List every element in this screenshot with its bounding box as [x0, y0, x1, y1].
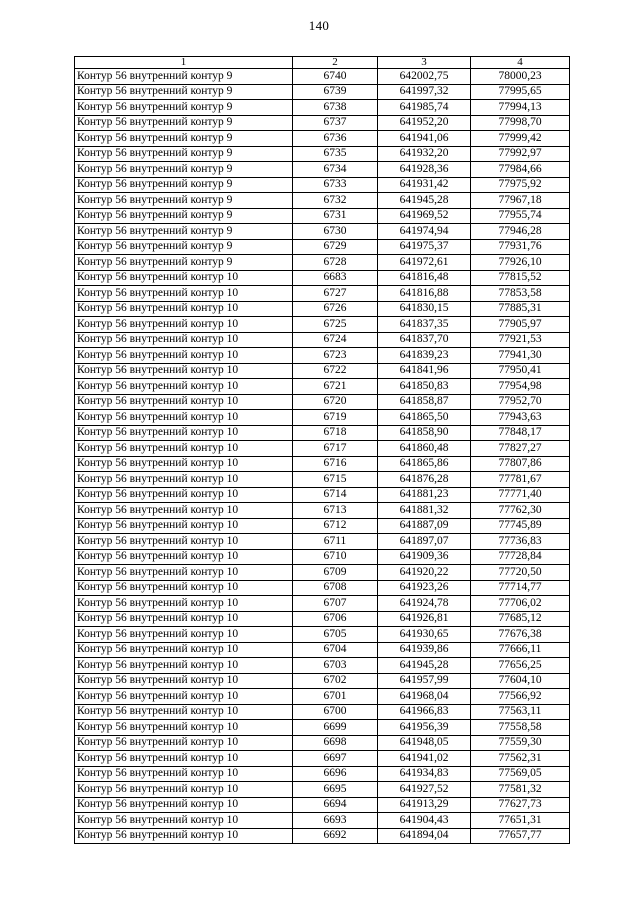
- y-coordinate-cell: 77728,84: [471, 549, 570, 565]
- point-number-cell: 6698: [293, 735, 378, 751]
- table-row: [75, 735, 570, 751]
- y-coordinate-cell: 77581,32: [471, 782, 570, 798]
- x-coordinate-cell: 641923,26: [378, 580, 471, 596]
- point-number-cell: 6712: [293, 518, 378, 534]
- point-number-cell: 6740: [293, 69, 378, 85]
- point-number-cell: 6702: [293, 673, 378, 689]
- x-coordinate-cell: 641816,48: [378, 270, 471, 286]
- x-coordinate-cell: 641858,87: [378, 394, 471, 410]
- y-coordinate-cell: 77946,28: [471, 224, 570, 240]
- contour-name-cell: Контур 56 внутренний контур 9: [75, 146, 293, 162]
- x-coordinate-cell: 641909,36: [378, 549, 471, 565]
- contour-name-cell: Контур 56 внутренний контур 10: [75, 348, 293, 364]
- x-coordinate-cell: 641941,02: [378, 751, 471, 767]
- x-coordinate-cell: 641974,94: [378, 224, 471, 240]
- contour-name-cell: Контур 56 внутренний контур 10: [75, 317, 293, 333]
- table-row: [75, 689, 570, 705]
- x-coordinate-cell: 641939,86: [378, 642, 471, 658]
- point-number-cell: 6724: [293, 332, 378, 348]
- point-number-cell: 6717: [293, 441, 378, 457]
- y-coordinate-cell: 77666,11: [471, 642, 570, 658]
- y-coordinate-cell: 77984,66: [471, 162, 570, 178]
- page-number: 140: [308, 18, 330, 33]
- point-number-cell: 6706: [293, 611, 378, 627]
- point-number-cell: 6705: [293, 627, 378, 643]
- y-coordinate-cell: 77559,30: [471, 735, 570, 751]
- table-row: [75, 534, 570, 550]
- y-coordinate-cell: 77736,83: [471, 534, 570, 550]
- x-coordinate-cell: 641816,88: [378, 286, 471, 302]
- table-row: [75, 379, 570, 395]
- x-coordinate-cell: 641945,28: [378, 658, 471, 674]
- point-number-cell: 6738: [293, 100, 378, 116]
- y-coordinate-cell: 77943,63: [471, 410, 570, 426]
- point-number-cell: 6722: [293, 363, 378, 379]
- table-row: [75, 363, 570, 379]
- x-coordinate-cell: 641985,74: [378, 100, 471, 116]
- y-coordinate-cell: 77995,65: [471, 84, 570, 100]
- header-cell-1: 1: [75, 57, 293, 69]
- x-coordinate-cell: 641881,23: [378, 487, 471, 503]
- contour-name-cell: Контур 56 внутренний контур 10: [75, 549, 293, 565]
- x-coordinate-cell: 641913,29: [378, 797, 471, 813]
- contour-name-cell: Контур 56 внутренний контур 10: [75, 751, 293, 767]
- coordinates-table: [74, 56, 570, 844]
- x-coordinate-cell: 641927,52: [378, 782, 471, 798]
- x-coordinate-cell: 641952,20: [378, 115, 471, 131]
- point-number-cell: 6709: [293, 565, 378, 581]
- contour-name-cell: Контур 56 внутренний контур 10: [75, 689, 293, 705]
- x-coordinate-cell: 641930,65: [378, 627, 471, 643]
- table-row: [75, 270, 570, 286]
- contour-name-cell: Контур 56 внутренний контур 10: [75, 456, 293, 472]
- point-number-cell: 6714: [293, 487, 378, 503]
- point-number-cell: 6739: [293, 84, 378, 100]
- point-number-cell: 6707: [293, 596, 378, 612]
- table-row: [75, 456, 570, 472]
- x-coordinate-cell: 641839,23: [378, 348, 471, 364]
- table-row: [75, 208, 570, 224]
- x-coordinate-cell: 641932,20: [378, 146, 471, 162]
- x-coordinate-cell: 641841,96: [378, 363, 471, 379]
- y-coordinate-cell: 77714,77: [471, 580, 570, 596]
- x-coordinate-cell: 641881,32: [378, 503, 471, 519]
- header-cell-3: 3: [378, 57, 471, 69]
- contour-name-cell: Контур 56 внутренний контур 10: [75, 766, 293, 782]
- x-coordinate-cell: 641968,04: [378, 689, 471, 705]
- table-row: [75, 177, 570, 193]
- x-coordinate-cell: 641948,05: [378, 735, 471, 751]
- contour-name-cell: Контур 56 внутренний контур 10: [75, 580, 293, 596]
- contour-name-cell: Контур 56 внутренний контур 10: [75, 472, 293, 488]
- point-number-cell: 6699: [293, 720, 378, 736]
- table-row: [75, 487, 570, 503]
- contour-name-cell: Контур 56 внутренний контур 9: [75, 115, 293, 131]
- x-coordinate-cell: 641975,37: [378, 239, 471, 255]
- contour-name-cell: Контур 56 внутренний контур 9: [75, 177, 293, 193]
- contour-name-cell: Контур 56 внутренний контур 10: [75, 301, 293, 317]
- point-number-cell: 6701: [293, 689, 378, 705]
- contour-name-cell: Контур 56 внутренний контур 10: [75, 658, 293, 674]
- x-coordinate-cell: 641928,36: [378, 162, 471, 178]
- contour-name-cell: Контур 56 внутренний контур 10: [75, 425, 293, 441]
- x-coordinate-cell: 641931,42: [378, 177, 471, 193]
- table-row: [75, 239, 570, 255]
- point-number-cell: 6719: [293, 410, 378, 426]
- x-coordinate-cell: 641897,07: [378, 534, 471, 550]
- table-row: [75, 332, 570, 348]
- y-coordinate-cell: 77762,30: [471, 503, 570, 519]
- point-number-cell: 6708: [293, 580, 378, 596]
- contour-name-cell: Контур 56 внутренний контур 10: [75, 611, 293, 627]
- table-row: [75, 317, 570, 333]
- table-row: [75, 131, 570, 147]
- point-number-cell: 6715: [293, 472, 378, 488]
- contour-name-cell: Контур 56 внутренний контур 10: [75, 782, 293, 798]
- contour-name-cell: Контур 56 внутренний контур 9: [75, 193, 293, 209]
- point-number-cell: 6725: [293, 317, 378, 333]
- header-row: [75, 57, 570, 69]
- y-coordinate-cell: 77562,31: [471, 751, 570, 767]
- table-row: [75, 549, 570, 565]
- contour-name-cell: Контур 56 внутренний контур 9: [75, 100, 293, 116]
- point-number-cell: 6734: [293, 162, 378, 178]
- y-coordinate-cell: 77656,25: [471, 658, 570, 674]
- x-coordinate-cell: 641969,52: [378, 208, 471, 224]
- x-coordinate-cell: 641830,15: [378, 301, 471, 317]
- x-coordinate-cell: 641957,99: [378, 673, 471, 689]
- point-number-cell: 6736: [293, 131, 378, 147]
- y-coordinate-cell: 77657,77: [471, 828, 570, 844]
- x-coordinate-cell: 641926,81: [378, 611, 471, 627]
- y-coordinate-cell: 77931,76: [471, 239, 570, 255]
- contour-name-cell: Контур 56 внутренний контур 10: [75, 487, 293, 503]
- table-row: [75, 813, 570, 829]
- y-coordinate-cell: 77651,31: [471, 813, 570, 829]
- contour-name-cell: Контур 56 внутренний контур 9: [75, 162, 293, 178]
- y-coordinate-cell: 77905,97: [471, 317, 570, 333]
- y-coordinate-cell: 77992,97: [471, 146, 570, 162]
- table-row: [75, 704, 570, 720]
- y-coordinate-cell: 77685,12: [471, 611, 570, 627]
- table-row: [75, 766, 570, 782]
- contour-name-cell: Контур 56 внутренний контур 10: [75, 270, 293, 286]
- x-coordinate-cell: 641904,43: [378, 813, 471, 829]
- x-coordinate-cell: 641894,04: [378, 828, 471, 844]
- point-number-cell: 6737: [293, 115, 378, 131]
- point-number-cell: 6713: [293, 503, 378, 519]
- y-coordinate-cell: 77815,52: [471, 270, 570, 286]
- y-coordinate-cell: 77926,10: [471, 255, 570, 271]
- table-row: [75, 441, 570, 457]
- table-row: [75, 394, 570, 410]
- contour-name-cell: Контур 56 внутренний контур 9: [75, 224, 293, 240]
- table-row: [75, 642, 570, 658]
- contour-name-cell: Контур 56 внутренний контур 10: [75, 410, 293, 426]
- y-coordinate-cell: 77771,40: [471, 487, 570, 503]
- contour-name-cell: Контур 56 внутренний контур 10: [75, 673, 293, 689]
- contour-name-cell: Контур 56 внутренний контур 9: [75, 208, 293, 224]
- point-number-cell: 6700: [293, 704, 378, 720]
- contour-name-cell: Контур 56 внутренний контур 10: [75, 596, 293, 612]
- y-coordinate-cell: 77566,92: [471, 689, 570, 705]
- point-number-cell: 6729: [293, 239, 378, 255]
- point-number-cell: 6697: [293, 751, 378, 767]
- point-number-cell: 6728: [293, 255, 378, 271]
- contour-name-cell: Контур 56 внутренний контур 9: [75, 255, 293, 271]
- point-number-cell: 6718: [293, 425, 378, 441]
- contour-name-cell: Контур 56 внутренний контур 10: [75, 441, 293, 457]
- point-number-cell: 6693: [293, 813, 378, 829]
- y-coordinate-cell: 77745,89: [471, 518, 570, 534]
- x-coordinate-cell: 641850,83: [378, 379, 471, 395]
- y-coordinate-cell: 77967,18: [471, 193, 570, 209]
- contour-name-cell: Контур 56 внутренний контур 10: [75, 332, 293, 348]
- contour-name-cell: Контур 56 внутренний контур 10: [75, 565, 293, 581]
- table-row: [75, 255, 570, 271]
- point-number-cell: 6694: [293, 797, 378, 813]
- y-coordinate-cell: 77676,38: [471, 627, 570, 643]
- contour-name-cell: Контур 56 внутренний контур 10: [75, 627, 293, 643]
- table-row: [75, 503, 570, 519]
- x-coordinate-cell: 641876,28: [378, 472, 471, 488]
- contour-name-cell: Контур 56 внутренний контур 9: [75, 69, 293, 85]
- point-number-cell: 6733: [293, 177, 378, 193]
- y-coordinate-cell: 77885,31: [471, 301, 570, 317]
- table-body: [75, 69, 570, 844]
- x-coordinate-cell: 641865,86: [378, 456, 471, 472]
- x-coordinate-cell: 641934,83: [378, 766, 471, 782]
- point-number-cell: 6695: [293, 782, 378, 798]
- point-number-cell: 6730: [293, 224, 378, 240]
- table-row: [75, 115, 570, 131]
- x-coordinate-cell: 641837,35: [378, 317, 471, 333]
- table-row: [75, 286, 570, 302]
- table-row: [75, 193, 570, 209]
- table-row: [75, 673, 570, 689]
- point-number-cell: 6732: [293, 193, 378, 209]
- table-row: [75, 627, 570, 643]
- contour-name-cell: Контур 56 внутренний контур 10: [75, 534, 293, 550]
- y-coordinate-cell: 77781,67: [471, 472, 570, 488]
- contour-name-cell: Контур 56 внутренний контур 10: [75, 704, 293, 720]
- x-coordinate-cell: 641997,32: [378, 84, 471, 100]
- table-row: [75, 472, 570, 488]
- table-row: [75, 162, 570, 178]
- contour-name-cell: Контур 56 внутренний контур 10: [75, 797, 293, 813]
- header-cell-2: 2: [293, 57, 378, 69]
- point-number-cell: 6696: [293, 766, 378, 782]
- y-coordinate-cell: 77720,50: [471, 565, 570, 581]
- contour-name-cell: Контур 56 внутренний контур 10: [75, 720, 293, 736]
- y-coordinate-cell: 77558,58: [471, 720, 570, 736]
- y-coordinate-cell: 77998,70: [471, 115, 570, 131]
- y-coordinate-cell: 77627,73: [471, 797, 570, 813]
- y-coordinate-cell: 77604,10: [471, 673, 570, 689]
- point-number-cell: 6721: [293, 379, 378, 395]
- x-coordinate-cell: 641956,39: [378, 720, 471, 736]
- table-row: [75, 410, 570, 426]
- y-coordinate-cell: 77941,30: [471, 348, 570, 364]
- x-coordinate-cell: 641865,50: [378, 410, 471, 426]
- x-coordinate-cell: 641920,22: [378, 565, 471, 581]
- point-number-cell: 6692: [293, 828, 378, 844]
- x-coordinate-cell: 641972,61: [378, 255, 471, 271]
- contour-name-cell: Контур 56 внутренний контур 10: [75, 518, 293, 534]
- header-cell-4: 4: [471, 57, 570, 69]
- y-coordinate-cell: 77955,74: [471, 208, 570, 224]
- x-coordinate-cell: 641941,06: [378, 131, 471, 147]
- point-number-cell: 6735: [293, 146, 378, 162]
- table-header: [75, 57, 570, 69]
- y-coordinate-cell: 77954,98: [471, 379, 570, 395]
- contour-name-cell: Контур 56 внутренний контур 10: [75, 503, 293, 519]
- table-row: [75, 425, 570, 441]
- table-row: [75, 580, 570, 596]
- table-row: [75, 84, 570, 100]
- point-number-cell: 6727: [293, 286, 378, 302]
- table-row: [75, 69, 570, 85]
- y-coordinate-cell: 77827,27: [471, 441, 570, 457]
- table-row: [75, 751, 570, 767]
- point-number-cell: 6726: [293, 301, 378, 317]
- contour-name-cell: Контур 56 внутренний контур 9: [75, 131, 293, 147]
- contour-name-cell: Контур 56 внутренний контур 10: [75, 642, 293, 658]
- contour-name-cell: Контур 56 внутренний контур 10: [75, 363, 293, 379]
- y-coordinate-cell: 77569,05: [471, 766, 570, 782]
- x-coordinate-cell: 642002,75: [378, 69, 471, 85]
- y-coordinate-cell: 77999,42: [471, 131, 570, 147]
- x-coordinate-cell: 641860,48: [378, 441, 471, 457]
- x-coordinate-cell: 641924,78: [378, 596, 471, 612]
- table-row: [75, 301, 570, 317]
- table-row: [75, 611, 570, 627]
- y-coordinate-cell: 77706,02: [471, 596, 570, 612]
- table-row: [75, 720, 570, 736]
- y-coordinate-cell: 77848,17: [471, 425, 570, 441]
- table-row: [75, 100, 570, 116]
- table-row: [75, 518, 570, 534]
- point-number-cell: 6710: [293, 549, 378, 565]
- point-number-cell: 6704: [293, 642, 378, 658]
- x-coordinate-cell: 641945,28: [378, 193, 471, 209]
- point-number-cell: 6711: [293, 534, 378, 550]
- point-number-cell: 6720: [293, 394, 378, 410]
- table-row: [75, 658, 570, 674]
- table-row: [75, 565, 570, 581]
- x-coordinate-cell: 641887,09: [378, 518, 471, 534]
- point-number-cell: 6716: [293, 456, 378, 472]
- contour-name-cell: Контур 56 внутренний контур 10: [75, 394, 293, 410]
- y-coordinate-cell: 77853,58: [471, 286, 570, 302]
- y-coordinate-cell: 77975,92: [471, 177, 570, 193]
- contour-name-cell: Контур 56 внутренний контур 10: [75, 286, 293, 302]
- contour-name-cell: Контур 56 внутренний контур 10: [75, 828, 293, 844]
- y-coordinate-cell: 77807,86: [471, 456, 570, 472]
- table-row: [75, 782, 570, 798]
- x-coordinate-cell: 641837,70: [378, 332, 471, 348]
- y-coordinate-cell: 77952,70: [471, 394, 570, 410]
- contour-name-cell: Контур 56 внутренний контур 9: [75, 239, 293, 255]
- table-row: [75, 596, 570, 612]
- table-row: [75, 828, 570, 844]
- table-row: [75, 348, 570, 364]
- x-coordinate-cell: 641858,90: [378, 425, 471, 441]
- table-row: [75, 797, 570, 813]
- contour-name-cell: Контур 56 внутренний контур 10: [75, 379, 293, 395]
- contour-name-cell: Контур 56 внутренний контур 10: [75, 735, 293, 751]
- table-row: [75, 224, 570, 240]
- point-number-cell: 6723: [293, 348, 378, 364]
- x-coordinate-cell: 641966,83: [378, 704, 471, 720]
- point-number-cell: 6703: [293, 658, 378, 674]
- point-number-cell: 6731: [293, 208, 378, 224]
- y-coordinate-cell: 77921,53: [471, 332, 570, 348]
- y-coordinate-cell: 78000,23: [471, 69, 570, 85]
- y-coordinate-cell: 77994,13: [471, 100, 570, 116]
- y-coordinate-cell: 77563,11: [471, 704, 570, 720]
- point-number-cell: 6683: [293, 270, 378, 286]
- y-coordinate-cell: 77950,41: [471, 363, 570, 379]
- table-row: [75, 146, 570, 162]
- contour-name-cell: Контур 56 внутренний контур 9: [75, 84, 293, 100]
- contour-name-cell: Контур 56 внутренний контур 10: [75, 813, 293, 829]
